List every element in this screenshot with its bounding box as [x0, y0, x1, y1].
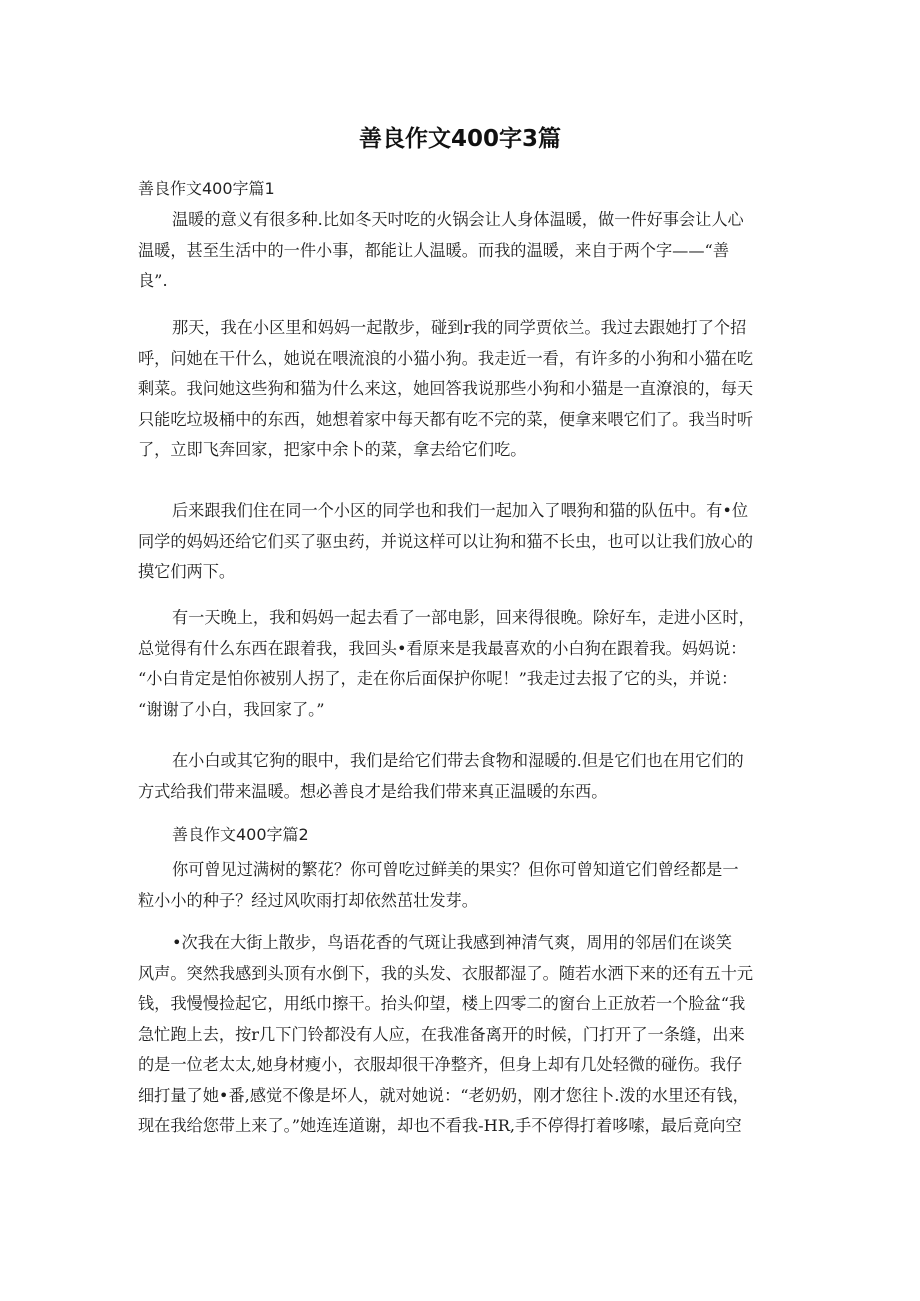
text-line: 在小白或其它狗的眼中，我们是给它们带去食物和湿暖的.但是它们也在用它们的	[172, 751, 744, 770]
paragraph	[138, 496, 778, 588]
paragraph	[138, 603, 778, 725]
text-line: 那天，我在小区里和妈妈一起散步，碰到r我的同学贾依兰。我过去跟她打了个招	[172, 318, 747, 337]
text-line: “谢谢了小白，我回家了。”	[138, 699, 325, 719]
text-line: 你可曾见过满树的繁花？你可曾吃过鲜美的果实？但你可曾知道它们曾经都是一	[172, 860, 739, 879]
text-line: 温暖的意义有很多种.比如冬天吋吃的火锅会让人身体温暖，做一件好事会让人心	[172, 210, 744, 229]
text-line: 摸它们两下。	[138, 562, 236, 581]
text-line: 钱，我慢慢捡起它，用纸巾擦干。抬头仰望，楼上四零二的窗台上正放若一个脸盆“我	[138, 994, 746, 1013]
section-heading-1: 善良作文400字篇1	[138, 179, 275, 198]
text-line: 同学的妈妈还给它们买了驱虫药，并说这样可以让狗和猫不长虫，也可以让我们放心的	[138, 531, 754, 551]
paragraph	[138, 205, 778, 297]
text-line: 急忙跑上去，按r几下门铃都没有人应，在我准备离开的时候，门打开了一条缝，出来	[138, 1024, 745, 1044]
document-title: 善良作文400字3篇	[358, 126, 561, 152]
text-line: 只能吃垃圾桶中的东西，她想着家中每天都有吃不完的菜，便拿来喂它们了。我当时听	[138, 409, 754, 429]
text-line: “小白肯定是怕你被别人拐了，走在你后面保护你呢！”我走过去报了它的头，并说：	[138, 669, 738, 688]
text-line: 的是一位老太太,她身材瘦小，衣服却很干净整齐，但身上却有几处轻微的碰伤。我仔	[138, 1055, 743, 1074]
text-line: 粒小小的种子？经过风吹雨打却依然茁壮发芽。	[138, 890, 478, 910]
text-line: 呼，问她在干什么，她说在喂流浪的小猫小狗。我走近一看，有许多的小狗和小猫在吃	[138, 348, 754, 368]
paragraph	[138, 313, 778, 466]
paragraph	[138, 928, 778, 1142]
section-heading-2: 善良作文400字篇2	[172, 825, 309, 844]
text-line: 细打量了她•番,感觉不像是坏人，就对她说：“老奶奶，刚才您往卜.泼的水里还有钱，	[138, 1085, 749, 1105]
text-line: 剩菜。我问她这些狗和猫为什么来这，她回答我说那些小狗和小猫是一直潦浪的，每天	[138, 379, 754, 398]
paragraph	[138, 855, 778, 916]
text-line: 风声。突然我感到头顶有水倒下，我的头发、衣服都湿了。随若水洒下来的还有五十元	[138, 963, 754, 983]
text-line: •次我在大街上散步，鸟语花香的气斑让我感到神清气爽，周用的邻居们在谈笑	[172, 933, 732, 952]
text-line: 后来跟我们住在同一个小区的同学也和我们一起加入了喂狗和猫的队伍中。有•位	[172, 501, 749, 520]
text-line: 温暖，甚至生活中的一件小事，都能让人温暖。而我的温暖，来自于两个字——“善	[138, 240, 730, 260]
text-line: 方式给我们带来温暖。想必善良才是给我们带来真正温暖的东西。	[138, 781, 608, 801]
paragraph	[138, 746, 778, 807]
text-line: 了，立即飞奔回家，把家中余卜的菜，拿去给它们吃。	[138, 440, 527, 459]
text-line: 现在我给您带上来了。”她连连道谢，却也不看我-HR,手不停得打着哆嗦，最后竟向空	[138, 1116, 742, 1135]
text-line: 总觉得有什么东西在跟着我，我回头•看原来是我最喜欢的小白狗在跟着我。妈妈说：	[138, 638, 747, 658]
text-line: 有一天晚上，我和妈妈一起去看了一部电影，回来得很晚。除好车，走进小区时，	[172, 608, 755, 627]
text-line: 良”.	[138, 271, 168, 290]
